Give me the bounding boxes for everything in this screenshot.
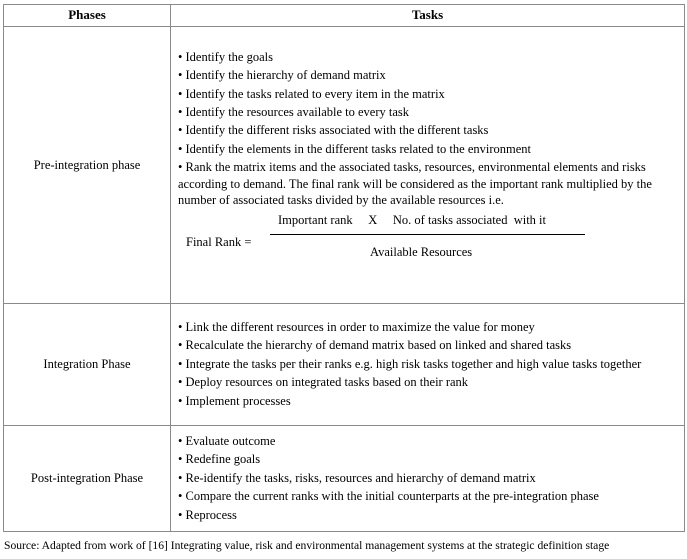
phase-cell: Pre-integration phase (4, 27, 171, 304)
formula-denominator: Available Resources (370, 245, 473, 260)
header-phases: Phases (4, 5, 171, 27)
task-item: • Redefine goals (178, 452, 261, 467)
task-item: • Deploy resources on integrated tasks based on their rank (178, 375, 469, 390)
source-caption: Source: Adapted from work of [16] Integrating value, risk and environmental management systems at the strategic definition stage (4, 539, 610, 552)
formula-numerator: Important rank X No. of tasks associated with it (278, 213, 547, 228)
tasks-cell (171, 27, 685, 304)
header-tasks: Tasks (171, 5, 685, 27)
task-item: • Rank the matrix items and the associated tasks, resources, environmental elements and risks according to demand. The final rank will be considered as the important rank multiplied by the number of associated tasks divided by the available resources i.e. (178, 160, 652, 207)
task-item: • Identify the hierarchy of demand matrix (178, 68, 386, 83)
task-item: • Identify the tasks related to every item in the matrix (178, 86, 445, 101)
final-rank-formula (178, 210, 676, 282)
fraction-line (270, 234, 585, 235)
task-item: • Evaluate outcome (178, 434, 276, 448)
task-item: • Compare the current ranks with the initial counterparts at the pre-integration phase (178, 489, 599, 504)
task-item: • Implement processes (178, 393, 291, 408)
tasks-cell (171, 304, 685, 426)
task-item: • Identify the different risks associated with the different tasks (178, 123, 489, 138)
phases-tasks-table (3, 4, 685, 532)
task-item: • Link the different resources in order to maximize the value for money (178, 319, 535, 334)
task-item: • Identify the elements in the different tasks related to the environment (178, 141, 531, 156)
tasks-cell (171, 426, 685, 532)
phase-cell: Integration Phase (4, 304, 171, 426)
table-row (4, 304, 685, 426)
task-item: • Identify the goals (178, 49, 273, 64)
task-item: • Recalculate the hierarchy of demand matrix based on linked and shared tasks (178, 338, 572, 353)
task-item: • Reprocess (178, 507, 237, 522)
formula-label: Final Rank = (186, 235, 252, 250)
table-row (4, 27, 685, 304)
task-item: • Identify the resources available to every task (178, 105, 410, 120)
phase-cell: Post-integration Phase (4, 426, 171, 532)
table-row (4, 426, 685, 532)
task-item: • Integrate the tasks per their ranks e.g. high risk tasks together and high value tasks together (178, 356, 642, 371)
task-item: • Re-identify the tasks, risks, resources and hierarchy of demand matrix (178, 470, 536, 485)
table-header-row (4, 5, 685, 27)
